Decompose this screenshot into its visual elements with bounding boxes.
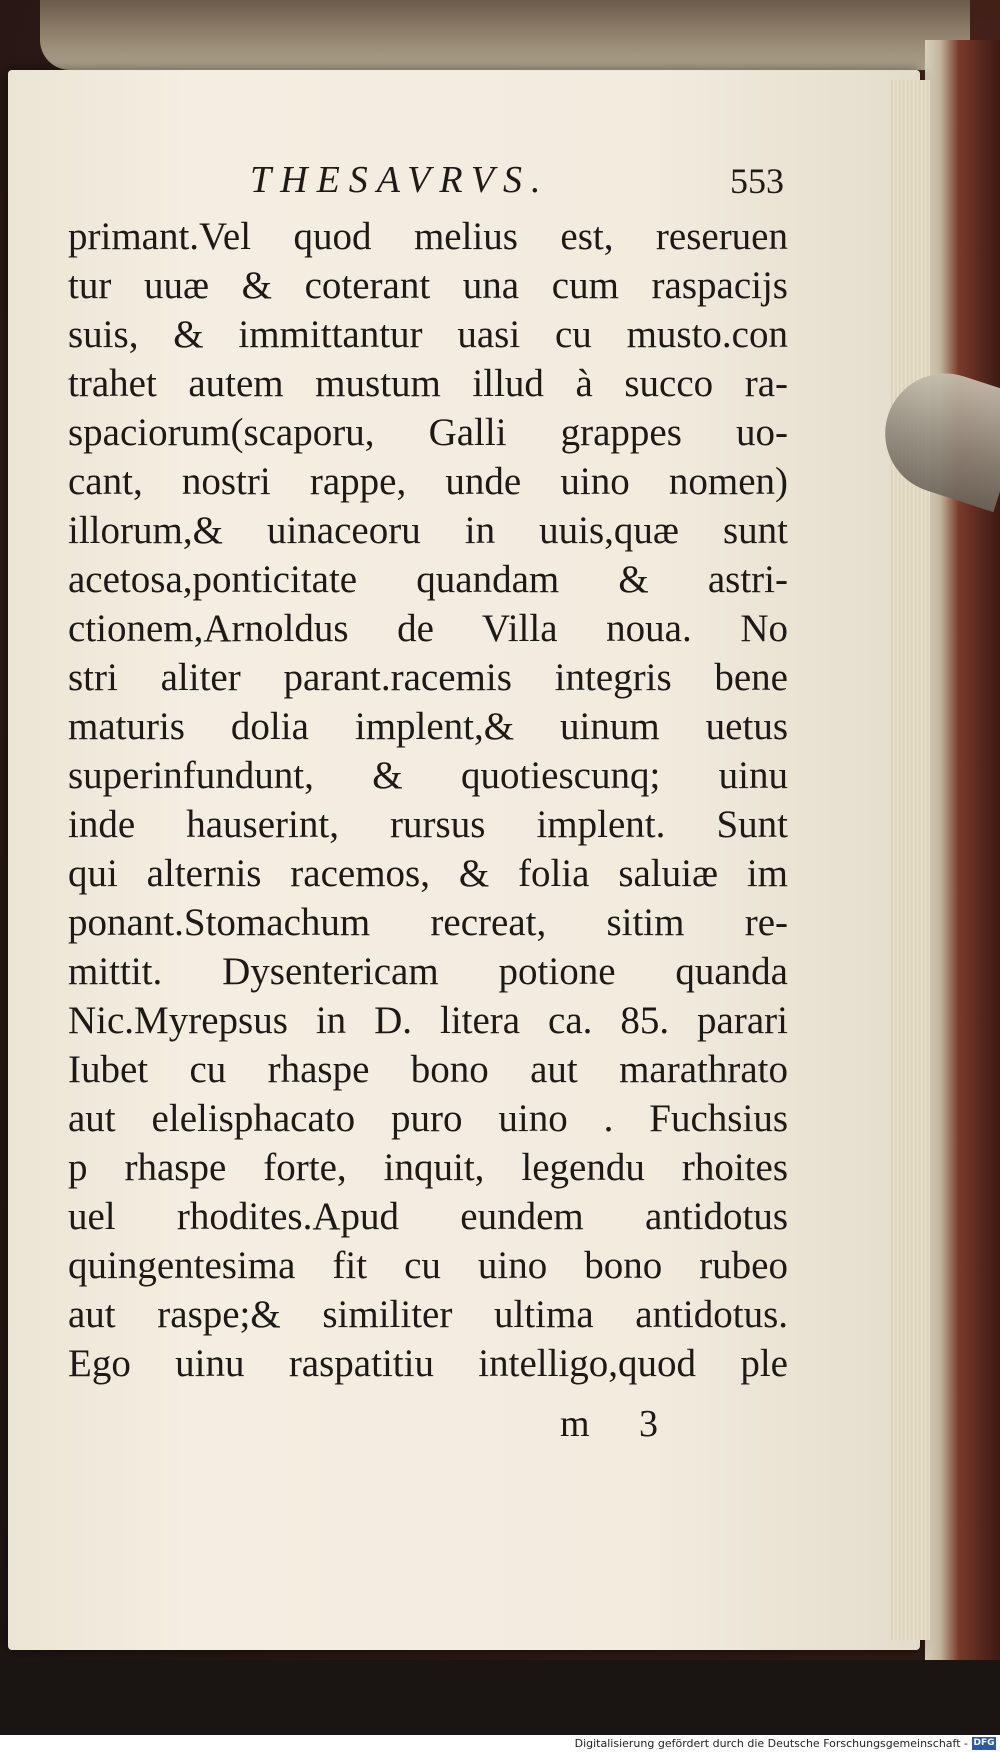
text-line: acetosa,ponticitate quandam & astri- [68, 558, 788, 601]
page-stack-edge [890, 80, 930, 1640]
text-line: aut elelisphacato puro uino . Fuchsius [68, 1097, 788, 1140]
running-head: THESAVRVS. [250, 159, 550, 201]
page-number: 553 [730, 161, 784, 201]
bottom-shadow [0, 1660, 1000, 1735]
text-line: tur uuæ & coterant una cum raspacijs [68, 264, 788, 307]
text-line: mittit. Dysentericam potione quanda [68, 950, 788, 993]
book-top-edge [40, 0, 970, 70]
text-line: primant.Vel quod melius est, reseruen [68, 215, 788, 258]
text-line: cant, nostri rappe, unde uino nomen) [68, 460, 788, 503]
text-line: suis, & immittantur uasi cu musto.con [68, 313, 788, 356]
text-line: Ego uinu raspatitiu intelligo,quod ple [68, 1342, 788, 1385]
text-line: ponant.Stomachum recreat, sitim re- [68, 901, 788, 944]
text-line: stri aliter parant.racemis integris bene [68, 656, 788, 699]
text-line: maturis dolia implent,& uinum uetus [68, 705, 788, 748]
body-text [68, 212, 788, 1388]
text-line: illorum,& uinaceoru in uuis,quæ sunt [68, 509, 788, 552]
dfg-logo: DFG [973, 1738, 995, 1748]
text-line: trahet autem mustum illud à succo ra- [68, 362, 788, 405]
book-binding [925, 40, 1000, 1660]
text-line: spaciorum(scaporu, Galli grappes uo- [68, 411, 788, 454]
text-line: uel rhodites.Apud eundem antidotus [68, 1195, 788, 1238]
text-line: Iubet cu rhaspe bono aut marathrato [68, 1048, 788, 1091]
text-line: ctionem,Arnoldus de Villa noua. No [68, 607, 788, 650]
text-line: quingentesima fit cu uino bono rubeo [68, 1244, 788, 1287]
text-line: superinfundunt, & quotiescunq; uinu [68, 754, 788, 797]
signature-mark: m 3 [560, 1403, 679, 1445]
text-line: inde hauserint, rursus implent. Sunt [68, 803, 788, 846]
footer-credit: Digitalisierung gefördert durch die Deutsche Forschungsgemeinschaft - [574, 1737, 968, 1750]
text-line: Nic.Myrepsus in D. litera ca. 85. parari [68, 999, 788, 1042]
text-line: p rhaspe forte, inquit, legendu rhoites [68, 1146, 788, 1189]
text-line: aut raspe;& similiter ultima antidotus. [68, 1293, 788, 1336]
text-line: qui alternis racemos, & folia saluiæ im [68, 852, 788, 895]
